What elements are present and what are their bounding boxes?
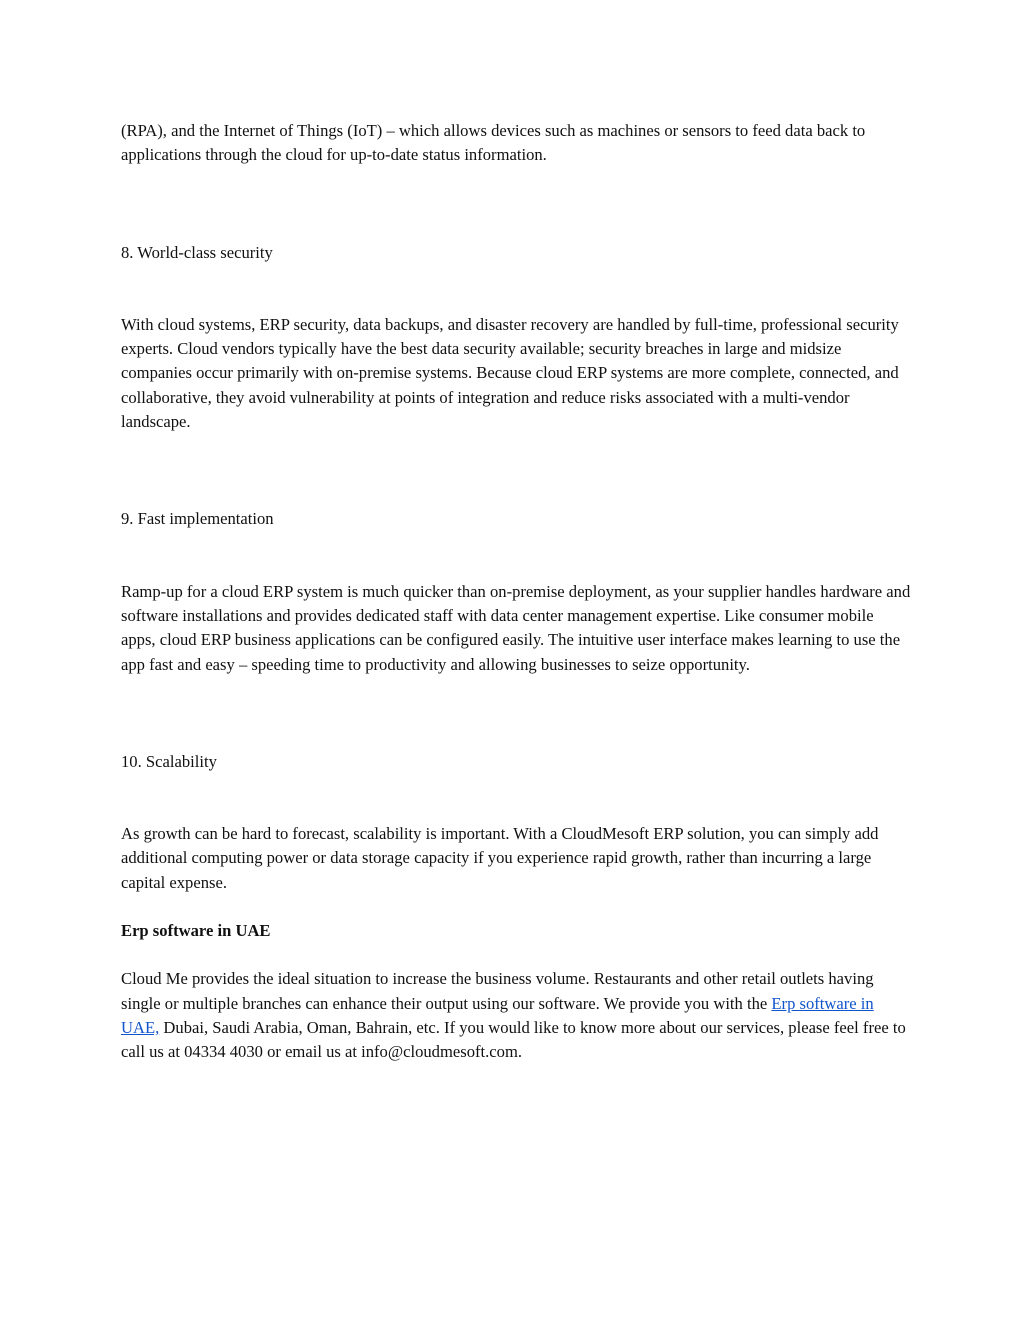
paragraph-cloud-me-start: Cloud Me provides the ideal situation to increase the business volume. Restaurants and other retail outlets having single or multiple branches can enhance their output using our software. We provide you with the [121, 969, 874, 1013]
paragraph-cloud-me-end: Dubai, Saudi Arabia, Oman, Bahrain, etc. If you would like to know more about our services, please feel free to call us at 04334 4030 or email us at info@cloudmesoft.com. [121, 1017, 906, 1062]
spacer [121, 434, 911, 507]
erp-software-uae-link[interactable]: Erp software in UAE, [121, 993, 874, 1037]
heading-fast-implementation: 9. Fast implementation [121, 509, 274, 529]
spacer [121, 774, 911, 822]
spacer [121, 895, 911, 919]
spacer [121, 265, 911, 313]
spacer [121, 168, 911, 241]
document-body [121, 119, 911, 1065]
heading-erp-software-uae: Erp software in UAE [121, 921, 271, 941]
heading-scalability: 10. Scalability [121, 751, 217, 771]
paragraph-rpa: (RPA), and the Internet of Things (IoT) – which allows devices such as machines or sensors to feed data back to applications through the cloud for up-to-date status information. [121, 121, 866, 165]
paragraph-security: With cloud systems, ERP security, data backups, and disaster recovery are handled by full-time, professional security experts. Cloud vendors typically have the best data security available; security breaches in large and midsize companies occur primarily with on-premise systems. Because cloud ERP systems are more complete, connected, and collaborative, they avoid vulnerability at points of integration and reduce risks associated with a multi-vendor landscape. [121, 314, 899, 432]
paragraph-implementation: Ramp-up for a cloud ERP system is much quicker than on-premise deployment, as your supplier handles hardware and software installations and provides dedicated staff with data center management expertise. Like consumer mobile apps, cloud ERP business applications can be configured easily. The intuitive user interface makes learning to use the app fast and easy – speeding time to productivity and allowing businesses to seize opportunity. [121, 581, 911, 674]
spacer [121, 943, 911, 967]
paragraph-cloud-me [121, 967, 911, 1064]
heading-world-class-security: 8. World-class security [121, 242, 273, 262]
paragraph-scalability: As growth can be hard to forecast, scalability is important. With a CloudMesoft ERP solution, you can simply add additional computing power or data storage capacity if you experience rapid growth, rather than incurring a large capital expense. [121, 824, 879, 892]
spacer [121, 532, 911, 580]
spacer [121, 677, 911, 750]
